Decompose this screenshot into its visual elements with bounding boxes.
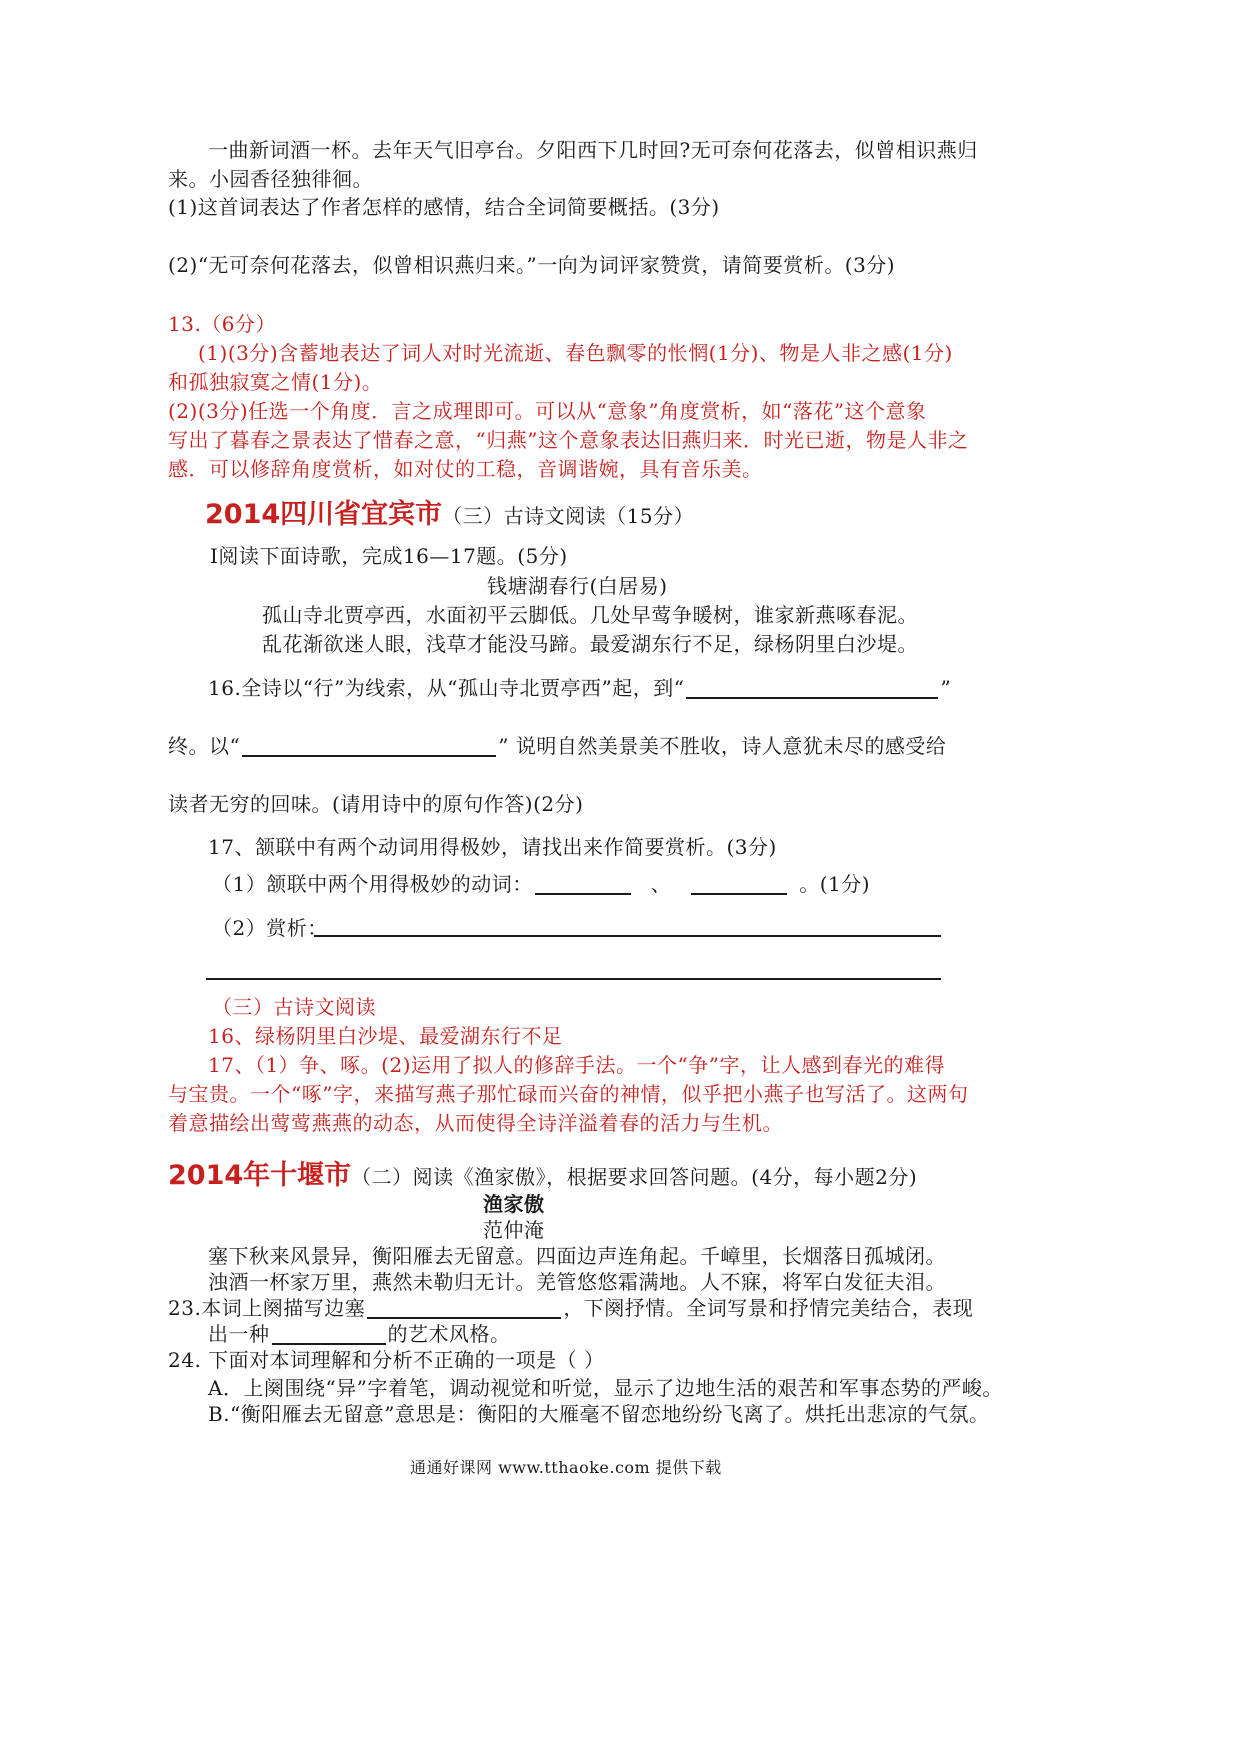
question24-option-b: B.“衡阳雁去无留意”意思是：衡阳的大雁毫不留恋地纷纷飞离了。烘托出悲凉的气氛。: [208, 1402, 990, 1426]
yibin-title-rest: （三）古诗文阅读（15分）: [442, 504, 695, 528]
question16-text-b2: ” 说明自然美景美不胜收，诗人意犹未尽的感受给: [498, 734, 947, 758]
question17-part2: （2）赏析：: [212, 916, 328, 940]
answer13-part1-line2: 和孤独寂寞之情(1分)。: [168, 370, 383, 394]
question16-line2: [168, 732, 946, 760]
poem1-line2: 来。小园香径独徘徊。: [168, 167, 373, 191]
answer-blank[interactable]: [242, 733, 496, 757]
question23-text-c: 出一种: [208, 1322, 270, 1346]
answer-blank[interactable]: [535, 871, 631, 895]
answer-line[interactable]: [314, 935, 941, 937]
shiyan-poem-line2: 浊酒一杯家万里，燕然未勒归无计。羌管悠悠霜满地。人不寐，将军白发征夫泪。: [208, 1270, 946, 1294]
answer17-line1: 17、（1）争、啄。(2)运用了拟人的修辞手法。一个“争”字，让人感到春光的难得: [208, 1053, 945, 1077]
question16-quote-end: ”: [940, 676, 952, 700]
question17-part1-score: 。(1分): [799, 872, 871, 896]
answer-blank[interactable]: [272, 1321, 386, 1345]
question17: 17、颔联中有两个动词用得极妙，请找出来作简要赏析。(3分): [208, 835, 777, 859]
answer-blank[interactable]: [691, 871, 787, 895]
question16-text-a: 16.全诗以“行”为线索，从“孤山寺北贾亭西”起，到“: [208, 676, 685, 700]
answer13-heading: 13.（6分）: [168, 312, 277, 336]
question16-line1: [208, 674, 951, 702]
answer13-part2-line1: (2)(3分)任选一个角度．言之成理即可。可以从“意象”角度赏析，如“落花”这个意象: [168, 399, 927, 423]
answer16: 16、绿杨阴里白沙堤、最爱湖东行不足: [208, 1024, 563, 1048]
yibin-intro: Ⅰ阅读下面诗歌，完成16—17题。(5分): [210, 544, 568, 568]
shiyan-poem-line1: 塞下秋来风景异，衡阳雁去无留意。四面边声连角起。千嶂里，长烟落日孤城闭。: [208, 1244, 946, 1268]
yibin-answer-heading: （三）古诗文阅读: [212, 995, 376, 1019]
question17-separator: 、: [650, 872, 672, 896]
question23-text-d: 的艺术风格。: [387, 1322, 511, 1346]
poem1-question-2: (2)“无可奈何花落去，似曾相识燕归来。”一向为词评家赞赏，请简要赏析。(3分): [168, 253, 896, 277]
answer17-line2: 与宝贵。一个“啄”字，来描写燕子那忙碌而兴奋的神情，似乎把小燕子也写活了。这两句: [168, 1082, 969, 1106]
question23-line1: [168, 1294, 973, 1322]
answer-line[interactable]: [206, 978, 941, 980]
answer13-part1-line1: (1)(3分)含蓄地表达了词人对时光流逝、春色飘零的怅惘(1分)、物是人非之感(1分): [198, 341, 953, 365]
yibin-poem-title: 钱塘湖春行(白居易): [487, 574, 668, 598]
question23-line2: [208, 1320, 511, 1348]
poem1-question-1: (1)这首词表达了作者怎样的感情，结合全词简要概括。(3分): [168, 195, 720, 219]
yibin-title-region: 2014四川省宜宾市: [205, 499, 443, 530]
shiyan-title-rest: （二）阅读《渔家傲》，根据要求回答问题。(4分，每小题2分): [351, 1165, 918, 1189]
question23-text-a: 23.本词上阕描写边塞: [168, 1296, 366, 1320]
question23-text-b: ，下阕抒情。全词写景和抒情完美结合，表现: [563, 1296, 974, 1320]
yibin-section-title: [205, 497, 694, 534]
question17-part1-text: （1）颔联中两个用得极妙的动词：: [212, 872, 533, 896]
answer13-part2-line2: 写出了暮春之景表达了惜春之意，“归燕”这个意象表达旧燕归来．时光已逝，物是人非之: [168, 428, 969, 452]
yibin-poem-line2: 乱花渐欲迷人眼，浅草才能没马蹄。最爱湖东行不足，绿杨阴里白沙堤。: [262, 632, 918, 656]
answer13-part2-line3: 感．可以修辞角度赏析，如对仗的工稳，音调谐婉，具有音乐美。: [168, 457, 763, 481]
answer17-line3: 着意描绘出莺莺燕燕的动态，从而使得全诗洋溢着春的活力与生机。: [168, 1111, 783, 1135]
question16-text-b1: 终。以“: [168, 734, 241, 758]
answer-blank[interactable]: [686, 675, 938, 699]
shiyan-poem-author: 范仲淹: [483, 1218, 545, 1242]
question24-option-a: A．上阕围绕“异”字着笔，调动视觉和听觉，显示了边地生活的艰苦和军事态势的严峻。: [208, 1376, 1003, 1400]
question16-line3: 读者无穷的回味。(请用诗中的原句作答)(2分): [168, 792, 584, 816]
question17-part1: [212, 870, 870, 898]
poem1-line1: 一曲新词酒一杯。去年天气旧亭台。夕阳西下几时回?无可奈何花落去，似曾相识燕归: [208, 138, 978, 162]
question24: 24. 下面对本词理解和分析不正确的一项是（ ）: [168, 1348, 605, 1372]
shiyan-title-region: 2014年十堰市: [168, 1160, 352, 1191]
shiyan-poem-title: 渔家傲: [483, 1192, 545, 1216]
footer-credit: 通通好课网 www.tthaoke.com 提供下载: [410, 1458, 722, 1477]
yibin-poem-line1: 孤山寺北贾亭西，水面初平云脚低。几处早莺争暖树，谁家新燕啄春泥。: [262, 603, 918, 627]
answer-blank[interactable]: [367, 1295, 561, 1319]
